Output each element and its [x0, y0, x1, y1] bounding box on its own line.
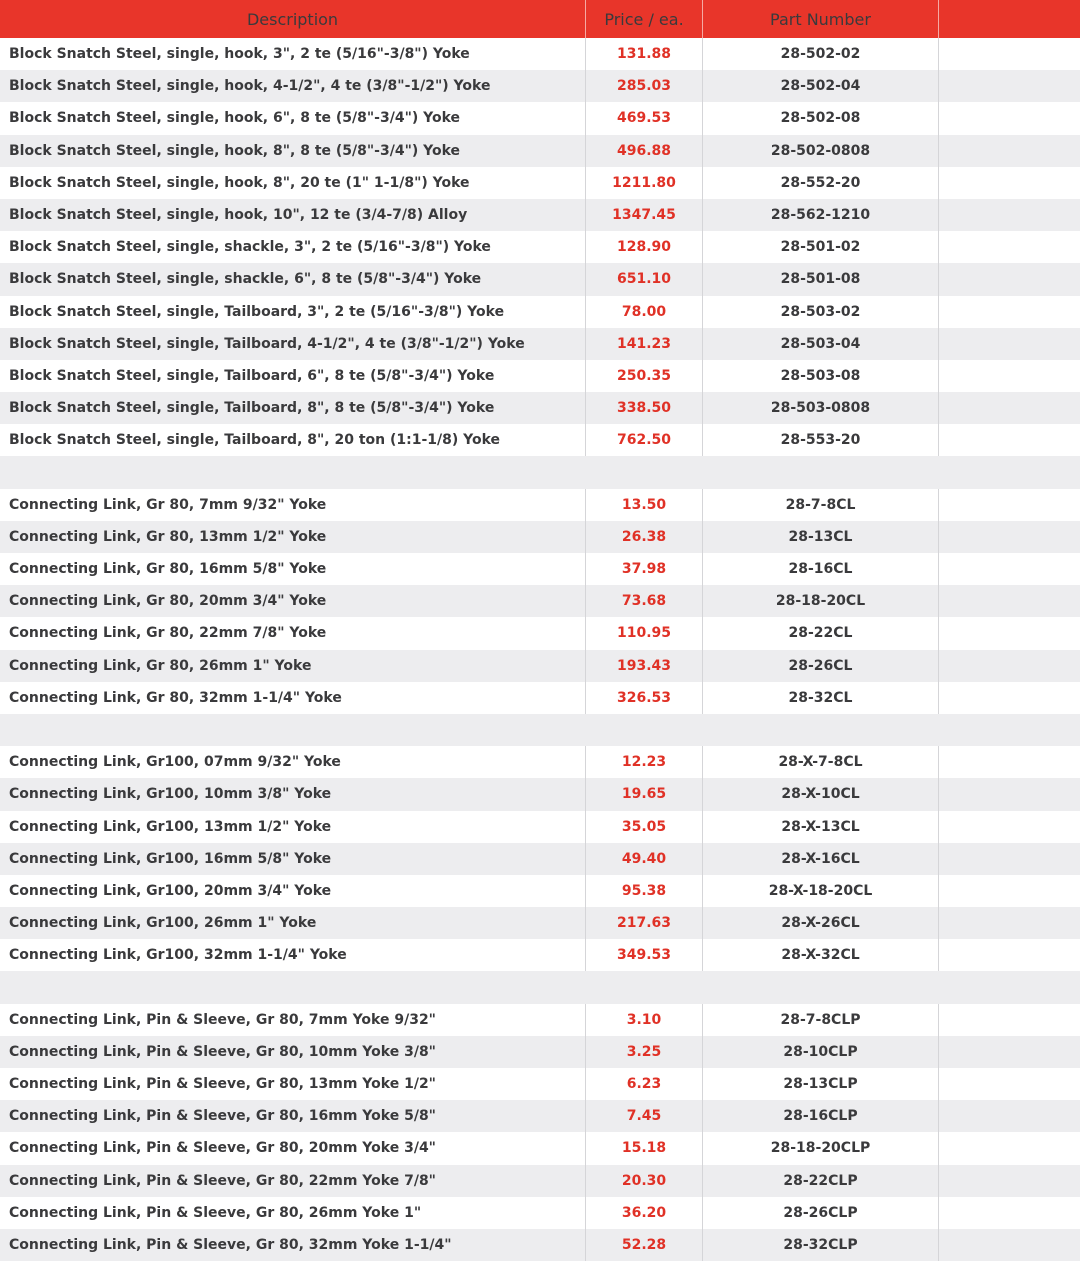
- extra-cell: [939, 682, 1080, 714]
- spacer-cell: [703, 971, 939, 1003]
- table-row[interactable]: [0, 1036, 1080, 1068]
- part-number-cell: 28-552-20: [703, 167, 939, 199]
- part-number-cell: 28-X-16CL: [703, 843, 939, 875]
- part-number-cell: 28-501-02: [703, 231, 939, 263]
- extra-cell: [939, 328, 1080, 360]
- price-cell: 13.50: [586, 489, 703, 521]
- part-number-cell: 28-22CLP: [703, 1165, 939, 1197]
- extra-cell: [939, 167, 1080, 199]
- price-cell: 651.10: [586, 263, 703, 295]
- table-row[interactable]: [0, 1068, 1080, 1100]
- part-number-cell: 28-X-32CL: [703, 939, 939, 971]
- spacer-cell: [703, 714, 939, 746]
- table-row[interactable]: [0, 424, 1080, 456]
- description-cell: Block Snatch Steel, single, shackle, 6", 8 te (5/8"-3/4") Yoke: [0, 263, 586, 295]
- price-cell: 3.10: [586, 1004, 703, 1036]
- table-row[interactable]: [0, 296, 1080, 328]
- spacer-cell: [703, 456, 939, 488]
- description-cell: Connecting Link, Gr100, 10mm 3/8" Yoke: [0, 778, 586, 810]
- description-cell: Connecting Link, Gr 80, 32mm 1-1/4" Yoke: [0, 682, 586, 714]
- description-cell: Connecting Link, Pin & Sleeve, Gr 80, 10mm Yoke 3/8": [0, 1036, 586, 1068]
- section-spacer: [0, 714, 1080, 746]
- description-cell: Connecting Link, Gr100, 13mm 1/2" Yoke: [0, 811, 586, 843]
- description-cell: Block Snatch Steel, single, hook, 8", 20 te (1" 1-1/8") Yoke: [0, 167, 586, 199]
- price-cell: 19.65: [586, 778, 703, 810]
- extra-cell: [939, 907, 1080, 939]
- part-number-cell: 28-26CLP: [703, 1197, 939, 1229]
- part-number-cell: 28-13CL: [703, 521, 939, 553]
- table-row[interactable]: [0, 1004, 1080, 1036]
- price-cell: 12.23: [586, 746, 703, 778]
- extra-cell: [939, 875, 1080, 907]
- price-cell: 3.25: [586, 1036, 703, 1068]
- table-row[interactable]: [0, 1100, 1080, 1132]
- extra-cell: [939, 617, 1080, 649]
- description-cell: Block Snatch Steel, single, Tailboard, 4-1/2", 4 te (3/8"-1/2") Yoke: [0, 328, 586, 360]
- extra-cell: [939, 778, 1080, 810]
- price-cell: 20.30: [586, 1165, 703, 1197]
- section-spacer: [0, 971, 1080, 1003]
- part-number-cell: 28-X-10CL: [703, 778, 939, 810]
- extra-cell: [939, 1100, 1080, 1132]
- price-cell: 78.00: [586, 296, 703, 328]
- part-number-cell: 28-16CLP: [703, 1100, 939, 1132]
- extra-cell: [939, 746, 1080, 778]
- table-row[interactable]: [0, 907, 1080, 939]
- extra-cell: [939, 939, 1080, 971]
- price-cell: 1211.80: [586, 167, 703, 199]
- description-cell: Block Snatch Steel, single, hook, 4-1/2", 4 te (3/8"-1/2") Yoke: [0, 70, 586, 102]
- price-cell: 128.90: [586, 231, 703, 263]
- extra-cell: [939, 650, 1080, 682]
- part-number-cell: 28-22CL: [703, 617, 939, 649]
- description-cell: Connecting Link, Pin & Sleeve, Gr 80, 26mm Yoke 1": [0, 1197, 586, 1229]
- extra-cell: [939, 1068, 1080, 1100]
- table-row[interactable]: [0, 553, 1080, 585]
- part-number-cell: 28-X-7-8CL: [703, 746, 939, 778]
- price-cell: 1347.45: [586, 199, 703, 231]
- extra-cell: [939, 70, 1080, 102]
- table-row[interactable]: [0, 167, 1080, 199]
- extra-cell: [939, 1004, 1080, 1036]
- price-cell: 131.88: [586, 38, 703, 70]
- extra-cell: [939, 489, 1080, 521]
- extra-cell: [939, 1165, 1080, 1197]
- description-cell: Block Snatch Steel, single, hook, 8", 8 te (5/8"-3/4") Yoke: [0, 135, 586, 167]
- spacer-cell: [586, 456, 703, 488]
- price-cell: 217.63: [586, 907, 703, 939]
- part-number-cell: 28-503-08: [703, 360, 939, 392]
- part-number-cell: 28-7-8CLP: [703, 1004, 939, 1036]
- extra-cell: [939, 231, 1080, 263]
- spacer-cell: [939, 714, 1080, 746]
- spacer-cell: [586, 971, 703, 1003]
- header-description[interactable]: Description: [0, 0, 586, 38]
- table-row[interactable]: [0, 38, 1080, 70]
- part-number-cell: 28-32CL: [703, 682, 939, 714]
- extra-cell: [939, 843, 1080, 875]
- price-cell: 73.68: [586, 585, 703, 617]
- table-row[interactable]: [0, 746, 1080, 778]
- part-number-cell: 28-10CLP: [703, 1036, 939, 1068]
- extra-cell: [939, 102, 1080, 134]
- spacer-cell: [939, 971, 1080, 1003]
- description-cell: Connecting Link, Pin & Sleeve, Gr 80, 20mm Yoke 3/4": [0, 1132, 586, 1164]
- description-cell: Connecting Link, Pin & Sleeve, Gr 80, 22mm Yoke 7/8": [0, 1165, 586, 1197]
- description-cell: Block Snatch Steel, single, Tailboard, 6", 8 te (5/8"-3/4") Yoke: [0, 360, 586, 392]
- price-cell: 52.28: [586, 1229, 703, 1261]
- part-number-cell: 28-553-20: [703, 424, 939, 456]
- spacer-cell: [0, 714, 586, 746]
- part-number-cell: 28-502-08: [703, 102, 939, 134]
- description-cell: Block Snatch Steel, single, Tailboard, 3", 2 te (5/16"-3/8") Yoke: [0, 296, 586, 328]
- table-row[interactable]: [0, 939, 1080, 971]
- header-part-number[interactable]: Part Number: [703, 0, 939, 38]
- table-row[interactable]: [0, 650, 1080, 682]
- description-cell: Block Snatch Steel, single, hook, 10", 12 te (3/4-7/8) Alloy: [0, 199, 586, 231]
- description-cell: Block Snatch Steel, single, Tailboard, 8", 20 ton (1:1-1/8) Yoke: [0, 424, 586, 456]
- part-number-cell: 28-502-02: [703, 38, 939, 70]
- table-row[interactable]: [0, 360, 1080, 392]
- table-row[interactable]: [0, 585, 1080, 617]
- price-cell: 49.40: [586, 843, 703, 875]
- part-number-cell: 28-562-1210: [703, 199, 939, 231]
- header-price[interactable]: Price / ea.: [586, 0, 703, 38]
- extra-cell: [939, 296, 1080, 328]
- description-cell: Connecting Link, Gr 80, 7mm 9/32" Yoke: [0, 489, 586, 521]
- part-number-cell: 28-7-8CL: [703, 489, 939, 521]
- description-cell: Connecting Link, Gr 80, 26mm 1" Yoke: [0, 650, 586, 682]
- table-row[interactable]: [0, 1197, 1080, 1229]
- price-cell: 496.88: [586, 135, 703, 167]
- table-row[interactable]: [0, 682, 1080, 714]
- price-cell: 762.50: [586, 424, 703, 456]
- extra-cell: [939, 135, 1080, 167]
- description-cell: Connecting Link, Pin & Sleeve, Gr 80, 13mm Yoke 1/2": [0, 1068, 586, 1100]
- price-cell: 26.38: [586, 521, 703, 553]
- table-row[interactable]: [0, 778, 1080, 810]
- table-body: [0, 38, 1080, 1261]
- table-row[interactable]: [0, 521, 1080, 553]
- part-number-cell: 28-502-04: [703, 70, 939, 102]
- part-number-cell: 28-X-26CL: [703, 907, 939, 939]
- description-cell: Connecting Link, Gr100, 32mm 1-1/4" Yoke: [0, 939, 586, 971]
- extra-cell: [939, 392, 1080, 424]
- table-header: [0, 0, 1080, 38]
- description-cell: Block Snatch Steel, single, hook, 6", 8 te (5/8"-3/4") Yoke: [0, 102, 586, 134]
- table-row[interactable]: [0, 70, 1080, 102]
- description-cell: Connecting Link, Gr100, 16mm 5/8" Yoke: [0, 843, 586, 875]
- extra-cell: [939, 424, 1080, 456]
- part-number-cell: 28-503-04: [703, 328, 939, 360]
- table-row[interactable]: [0, 328, 1080, 360]
- price-cell: 37.98: [586, 553, 703, 585]
- table-row[interactable]: [0, 231, 1080, 263]
- part-number-cell: 28-18-20CLP: [703, 1132, 939, 1164]
- price-cell: 338.50: [586, 392, 703, 424]
- description-cell: Block Snatch Steel, single, hook, 3", 2 te (5/16"-3/8") Yoke: [0, 38, 586, 70]
- extra-cell: [939, 1229, 1080, 1261]
- part-number-cell: 28-503-02: [703, 296, 939, 328]
- extra-cell: [939, 1036, 1080, 1068]
- part-number-cell: 28-13CLP: [703, 1068, 939, 1100]
- part-number-cell: 28-X-18-20CL: [703, 875, 939, 907]
- extra-cell: [939, 585, 1080, 617]
- price-cell: 469.53: [586, 102, 703, 134]
- description-cell: Connecting Link, Gr100, 07mm 9/32" Yoke: [0, 746, 586, 778]
- price-cell: 35.05: [586, 811, 703, 843]
- price-cell: 15.18: [586, 1132, 703, 1164]
- table-row[interactable]: [0, 135, 1080, 167]
- table-row[interactable]: [0, 199, 1080, 231]
- description-cell: Connecting Link, Gr 80, 16mm 5/8" Yoke: [0, 553, 586, 585]
- part-number-cell: 28-16CL: [703, 553, 939, 585]
- table-row[interactable]: [0, 617, 1080, 649]
- part-number-cell: 28-18-20CL: [703, 585, 939, 617]
- description-cell: Connecting Link, Gr 80, 22mm 7/8" Yoke: [0, 617, 586, 649]
- spacer-cell: [0, 971, 586, 1003]
- section-spacer: [0, 456, 1080, 488]
- price-cell: 141.23: [586, 328, 703, 360]
- extra-cell: [939, 199, 1080, 231]
- price-cell: 36.20: [586, 1197, 703, 1229]
- spacer-cell: [939, 456, 1080, 488]
- extra-cell: [939, 38, 1080, 70]
- description-cell: Block Snatch Steel, single, Tailboard, 8", 8 te (5/8"-3/4") Yoke: [0, 392, 586, 424]
- table-row[interactable]: [0, 875, 1080, 907]
- extra-cell: [939, 521, 1080, 553]
- part-number-cell: 28-X-13CL: [703, 811, 939, 843]
- price-cell: 349.53: [586, 939, 703, 971]
- part-number-cell: 28-26CL: [703, 650, 939, 682]
- extra-cell: [939, 811, 1080, 843]
- table-row[interactable]: [0, 1165, 1080, 1197]
- spacer-cell: [0, 456, 586, 488]
- description-cell: Connecting Link, Gr 80, 13mm 1/2" Yoke: [0, 521, 586, 553]
- price-cell: 110.95: [586, 617, 703, 649]
- extra-cell: [939, 1132, 1080, 1164]
- price-cell: 193.43: [586, 650, 703, 682]
- table-row[interactable]: [0, 392, 1080, 424]
- price-cell: 250.35: [586, 360, 703, 392]
- extra-cell: [939, 360, 1080, 392]
- spacer-cell: [586, 714, 703, 746]
- part-number-cell: 28-501-08: [703, 263, 939, 295]
- description-cell: Connecting Link, Pin & Sleeve, Gr 80, 16mm Yoke 5/8": [0, 1100, 586, 1132]
- table-row[interactable]: [0, 489, 1080, 521]
- part-number-cell: 28-502-0808: [703, 135, 939, 167]
- description-cell: Connecting Link, Pin & Sleeve, Gr 80, 32mm Yoke 1-1/4": [0, 1229, 586, 1261]
- price-cell: 285.03: [586, 70, 703, 102]
- table-row[interactable]: [0, 811, 1080, 843]
- table-row[interactable]: [0, 102, 1080, 134]
- price-cell: 7.45: [586, 1100, 703, 1132]
- description-cell: Connecting Link, Pin & Sleeve, Gr 80, 7mm Yoke 9/32": [0, 1004, 586, 1036]
- extra-cell: [939, 1197, 1080, 1229]
- description-cell: Connecting Link, Gr100, 20mm 3/4" Yoke: [0, 875, 586, 907]
- part-number-cell: 28-503-0808: [703, 392, 939, 424]
- price-cell: 95.38: [586, 875, 703, 907]
- header-extra: [939, 0, 1080, 38]
- description-cell: Connecting Link, Gr100, 26mm 1" Yoke: [0, 907, 586, 939]
- table-row[interactable]: [0, 263, 1080, 295]
- table-row[interactable]: [0, 1132, 1080, 1164]
- extra-cell: [939, 553, 1080, 585]
- price-cell: 326.53: [586, 682, 703, 714]
- extra-cell: [939, 263, 1080, 295]
- price-cell: 6.23: [586, 1068, 703, 1100]
- description-cell: Block Snatch Steel, single, shackle, 3", 2 te (5/16"-3/8") Yoke: [0, 231, 586, 263]
- description-cell: Connecting Link, Gr 80, 20mm 3/4" Yoke: [0, 585, 586, 617]
- part-number-cell: 28-32CLP: [703, 1229, 939, 1261]
- table-row[interactable]: [0, 843, 1080, 875]
- table-row[interactable]: [0, 1229, 1080, 1261]
